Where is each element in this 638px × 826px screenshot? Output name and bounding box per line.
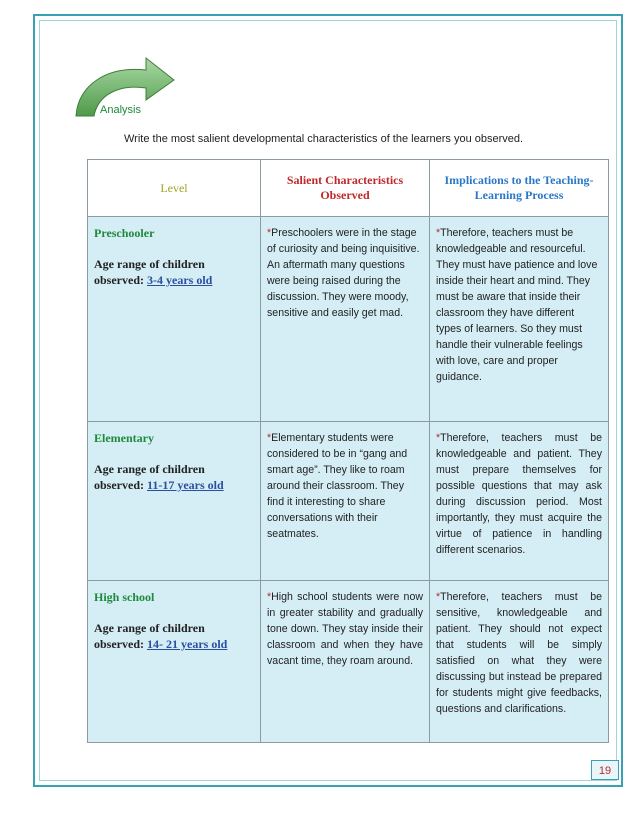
implication-text: Therefore, teachers must be sensitive, knowledgeable and patient. They should not expect that students will be simply satisfied on what they were discussing but instead be prepared for students might give feedbacks, questions and clarifications.: [436, 591, 602, 715]
table-header-row: [88, 160, 609, 217]
salient-text: Elementary students were considered to be in “gang and smart age”. They like to roam around their classroom. They find it interesting to share conversations with their seatmates.: [267, 432, 408, 540]
header-implications: Implications to the Teaching-Learning Process: [430, 160, 609, 217]
instruction-text: Write the most salient developmental characteristics of the learners you observed.: [124, 133, 524, 145]
table-row: [88, 581, 609, 743]
age-label: Age range of children observed:: [94, 462, 205, 492]
section-label: Analysis: [100, 104, 141, 116]
observation-table: [87, 159, 609, 743]
level-name: Elementary: [94, 431, 154, 445]
page-number: 19: [591, 760, 619, 780]
age-value: 11-17 years old: [147, 478, 224, 492]
age-value: 14- 21 years old: [147, 637, 228, 651]
star-marker: *: [436, 432, 441, 444]
salient-text: Preschoolers were in the stage of curiosity and being inquisitive. An aftermath many questions were being raised during the discussion. They were moody, sensitive and easily get mad.: [267, 227, 420, 319]
implication-text: Therefore, teachers must be knowledgeable and resourceful. They must have patience and love inside their heart and mind. They must be aware that inside their classroom they have different types of learners. So they must handle their vulnerable feelings with love, care and proper guidance.: [436, 227, 598, 383]
age-label: Age range of children observed:: [94, 257, 205, 287]
age-label: Age range of children observed:: [94, 621, 205, 651]
table-row: [88, 422, 609, 581]
salient-cell: [261, 217, 430, 422]
level-name: Preschooler: [94, 226, 155, 240]
implication-cell: [430, 422, 609, 581]
implication-cell: [430, 581, 609, 743]
implication-text: Therefore, teachers must be knowledgeable and patient. They must prepare themselves for possible questions that may ask during discussion period. Most importantly, they must acquire the virtue of patience in handling different scenarios.: [436, 432, 602, 556]
level-cell: [88, 581, 261, 743]
salient-cell: [261, 581, 430, 743]
salient-cell: [261, 422, 430, 581]
header-salient: Salient Characteristics Observed: [261, 160, 430, 217]
implication-cell: [430, 217, 609, 422]
salient-text: High school students were now in greater stability and gradually tone down. They stay inside their classroom and when they have vacant time, they roam around.: [267, 591, 423, 667]
level-cell: [88, 217, 261, 422]
star-marker: *: [267, 227, 272, 239]
star-marker: *: [267, 432, 272, 444]
star-marker: *: [436, 227, 441, 239]
age-value: 3-4 years old: [147, 273, 213, 287]
star-marker: *: [436, 591, 441, 603]
level-name: High school: [94, 590, 155, 604]
level-cell: [88, 422, 261, 581]
table-row: [88, 217, 609, 422]
header-level: Level: [88, 160, 261, 217]
star-marker: *: [267, 591, 272, 603]
